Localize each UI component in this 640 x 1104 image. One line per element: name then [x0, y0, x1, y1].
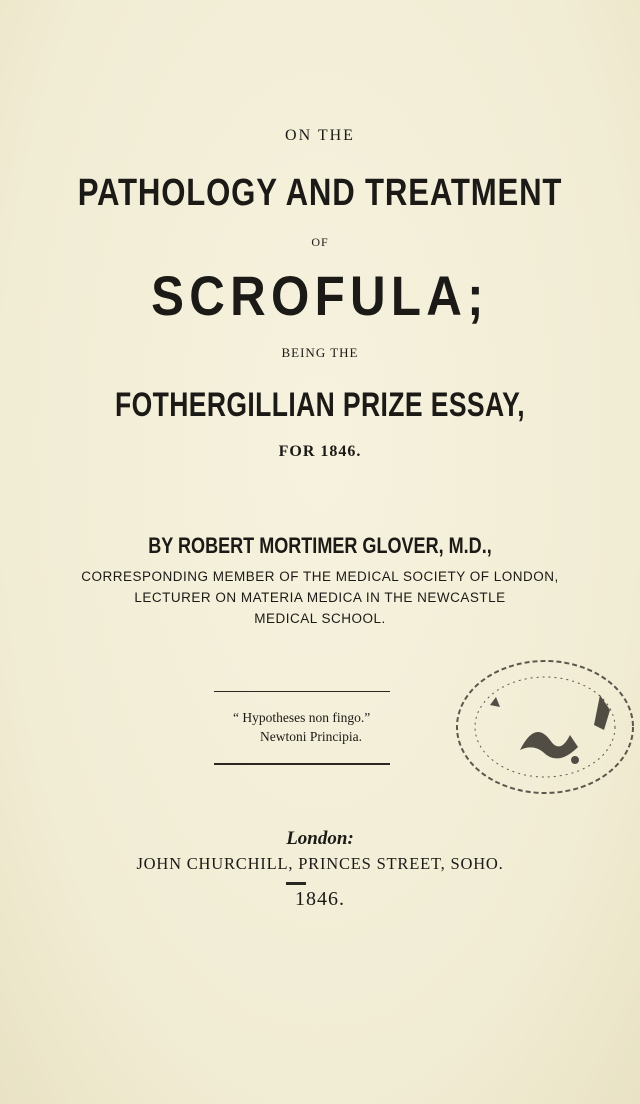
- title-subject: SCROFULA;: [151, 264, 489, 327]
- heading-being-the: BEING THE: [281, 345, 359, 360]
- imprint-year: 1846.: [295, 888, 345, 910]
- epigraph-rule-bottom: [214, 763, 390, 765]
- epigraph-rule-top: [214, 691, 390, 692]
- library-stamp-icon: [450, 655, 640, 805]
- heading-on-the: ON THE: [285, 127, 355, 144]
- affiliation-line: MEDICAL SCHOOL.: [254, 611, 386, 626]
- imprint-publisher: JOHN CHURCHILL, PRINCES STREET, SOHO.: [136, 854, 504, 873]
- imprint-dash: [286, 882, 306, 885]
- title-prize-essay: FOTHERGILLIAN PRIZE ESSAY,: [115, 386, 525, 424]
- author-affiliation: [0, 566, 640, 629]
- epigraph-source: Newtoni Principia.: [260, 729, 362, 744]
- affiliation-line: LECTURER ON MATERIA MEDICA IN THE NEWCASTLE: [134, 590, 506, 605]
- author-line: BY ROBERT MORTIMER GLOVER, M.D.,: [148, 533, 492, 558]
- title-main: PATHOLOGY AND TREATMENT: [77, 172, 563, 214]
- epigraph-quote: “ Hypotheses non fingo.”: [233, 710, 371, 725]
- heading-of: OF: [311, 235, 329, 249]
- affiliation-line: CORRESPONDING MEMBER OF THE MEDICAL SOCIETY OF LONDON,: [81, 569, 559, 584]
- imprint-place: London:: [286, 828, 354, 849]
- epigraph: [200, 708, 410, 746]
- prize-year: FOR 1846.: [278, 443, 362, 460]
